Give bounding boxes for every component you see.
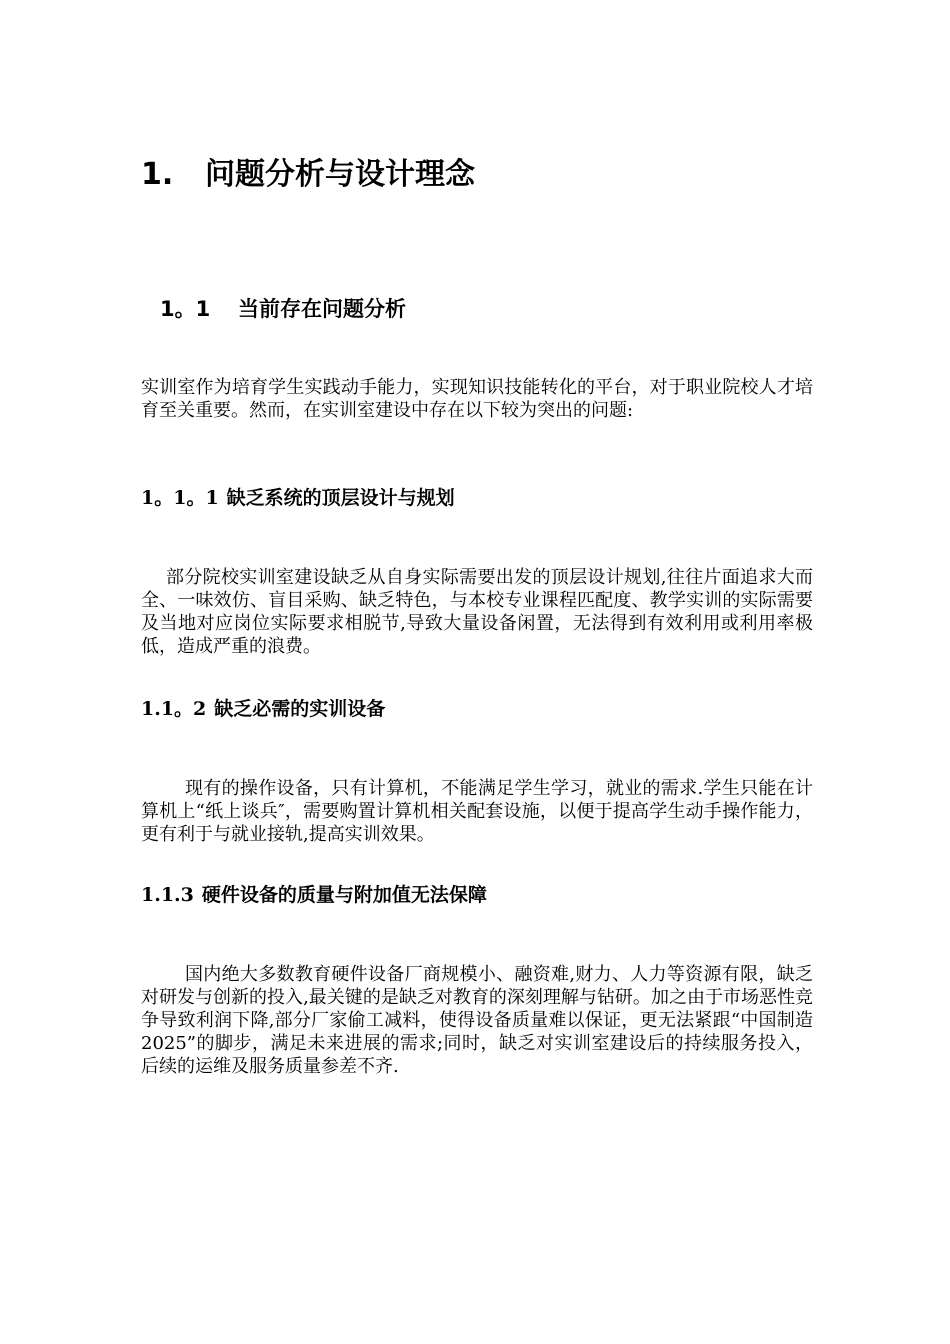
subsection-title: 缺乏必需的实训设备 (214, 698, 386, 720)
subsection-paragraph-1: 部分院校实训室建设缺乏从自身实际需要出发的顶层设计规划,往往片面追求大而全、一味效仿、盲目采购、缺乏特色，与本校专业课程匹配度、教学实训的实际需要及当地对应岗位实际要求相脱节,导致大量设备闲置，无法得到有效利用或利用率极低，造成严重的浪费。 (141, 567, 813, 657)
subsection-heading-2 (141, 695, 385, 723)
section-title: 当前存在问题分析 (238, 297, 406, 321)
section-number: 1。1 (160, 297, 211, 321)
subsection-paragraph-3: 国内绝大多数教育硬件设备厂商规模小、融资难,财力、人力等资源有限，缺乏对研发与创新的投入,最关键的是缺乏对教育的深刻理解与钻研。加之由于市场恶性竞争导致利润下降,部分厂家偷工减料，使得设备质量难以保证，更无法紧跟“中国制造 2025”的脚步，满足未来进展的需求;同时，缺乏对实训室建设后的持续服务投入，后续的运维及服务质量参差不齐. (141, 964, 831, 1077)
subsection-heading-1 (141, 484, 455, 512)
subsection-number: 1.1。2 (141, 698, 207, 720)
intro-paragraph: 实训室作为培育学生实践动手能力，实现知识技能转化的平台，对于职业院校人才培育至关重要。然而，在实训室建设中存在以下较为突出的问题: (141, 377, 813, 421)
chapter-heading (141, 152, 475, 198)
chapter-title: 问题分析与设计理念 (205, 157, 475, 192)
subsection-number: 1.1.3 (141, 884, 194, 906)
subsection-number: 1。1。1 (141, 487, 219, 509)
chapter-number: 1. (141, 157, 174, 192)
subsection-paragraph-2: 现有的操作设备，只有计算机，不能满足学生学习，就业的需求.学生只能在计算机上“纸上谈兵″，需要购置计算机相关配套设施，以便于提高学生动手操作能力，更有利于与就业接轨,提高实训效果。 (141, 778, 813, 845)
subsection-title: 缺乏系统的顶层设计与规划 (226, 487, 455, 509)
section-heading (160, 293, 406, 325)
subsection-title: 硬件设备的质量与附加值无法保障 (201, 884, 487, 906)
subsection-heading-3 (141, 881, 487, 909)
